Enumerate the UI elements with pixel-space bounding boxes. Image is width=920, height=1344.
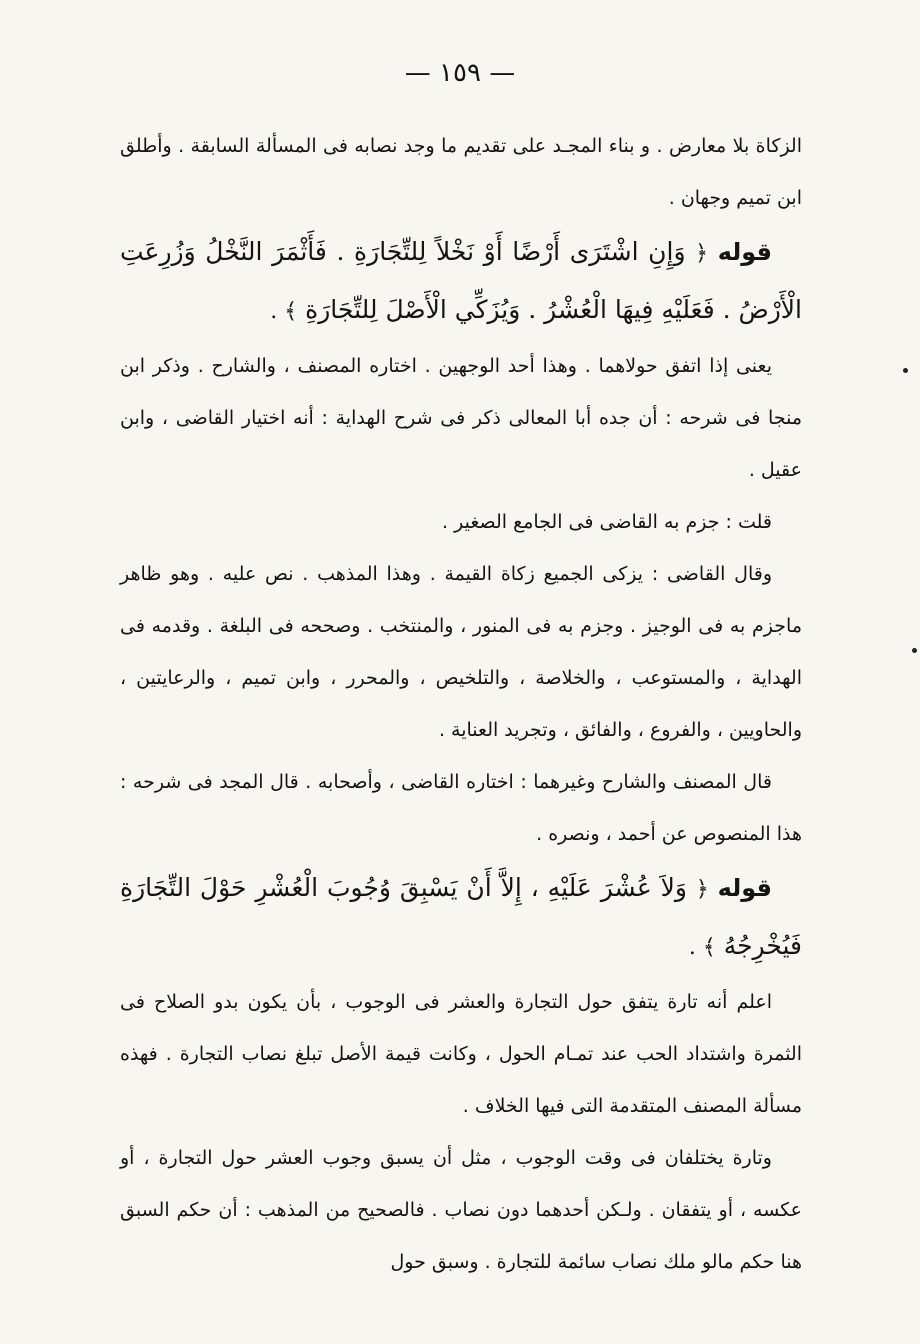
paragraph-6: اعلم أنه تارة يتفق حول التجارة والعشر فى الوجوب ، بأن يكون بدو الصلاح فى الثمرة واشتداد الحب عند تمـام الحول ، وكانت قيمة الأصل تبلغ نصاب التجارة . فهذه مسألة المصنف المتقدمة التى فيها الخلاف . bbox=[120, 991, 802, 1117]
body-text bbox=[120, 120, 802, 1288]
quote-close-bracket: ﴾ . bbox=[688, 935, 716, 960]
quote-body: وَلاَ عُشْرَ عَلَيْهِ ، إِلاَّ أَنْ يَسْبِقَ وُجُوبَ الْعُشْرِ حَوْلَ التِّجَارَةِ فَيُخْرِجُهُ bbox=[120, 873, 802, 960]
margin-speck bbox=[912, 648, 917, 653]
paragraph-5: قال المصنف والشارح وغيرهما : اختاره القاضى ، وأصحابه . قال المجد فى شرحه : هذا المنصوص عن أحمد ، ونصره . bbox=[120, 771, 802, 845]
quote-open-bracket: ﴿ bbox=[695, 877, 709, 902]
quote-lead: قوله bbox=[717, 874, 772, 902]
quoted-text-2 bbox=[120, 860, 802, 976]
quoted-text-1 bbox=[120, 224, 802, 340]
paragraph-2: يعنى إذا اتفق حولاهما . وهذا أحد الوجهين . اختاره المصنف ، والشارح . وذكر ابن منجا فى شرحه : أن جده أبا المعالى ذكر فى شرح الهداية : أنه اختيار القاضى ، وابن عقيل . bbox=[120, 355, 802, 481]
quote-close-bracket: ﴾ . bbox=[270, 299, 298, 324]
paragraph-4: وقال القاضى : يزكى الجميع زكاة القيمة . وهذا المذهب . نص عليه . وهو ظاهر ماجزم به فى الوجيز . وجزم به فى المنور ، والمنتخب . وصححه فى البلغة . وقدمه فى الهداية ، والمستوعب ، والخلاصة ، والتلخيص ، والمحرر ، وابن تميم ، والرعايتين ، والحاويين ، والفروع ، والفائق ، وتجريد العناية . bbox=[120, 563, 802, 741]
quote-body: وَإِنِ اشْتَرَى أَرْضًا أَوْ نَخْلاً لِلتِّجَارَةِ . فَأَثْمَرَ النَّخْلُ وَزُرِعَتِ الْأَرْضُ . فَعَلَيْهِ فِيهَا الْعُشْرُ . وَيُزَكِّي الْأَصْلَ لِلتِّجَارَةِ bbox=[120, 237, 802, 324]
paragraph-7: وتارة يختلفان فى وقت الوجوب ، مثل أن يسبق وجوب العشر حول التجارة ، أو عكسه ، أو يتفقان . ولـكن أحدهما دون نصاب . فالصحيح من المذهب : أن حكم السبق هنا حكم مالو ملك نصاب سائمة للتجارة . وسبق حول bbox=[120, 1147, 802, 1273]
quote-open-bracket: ﴿ bbox=[695, 241, 709, 266]
margin-speck bbox=[903, 368, 908, 373]
page-number: — ١٥٩ — bbox=[404, 58, 516, 88]
paragraph-1: الزكاة بلا معارض . و بناء المجـد على تقديم ما وجد نصابه فى المسألة السابقة . وأطلق ابن تميم وجهان . bbox=[120, 135, 802, 209]
paragraph-3: قلت : جزم به القاضى فى الجامع الصغير . bbox=[442, 511, 772, 533]
quote-lead: قوله bbox=[717, 238, 773, 266]
